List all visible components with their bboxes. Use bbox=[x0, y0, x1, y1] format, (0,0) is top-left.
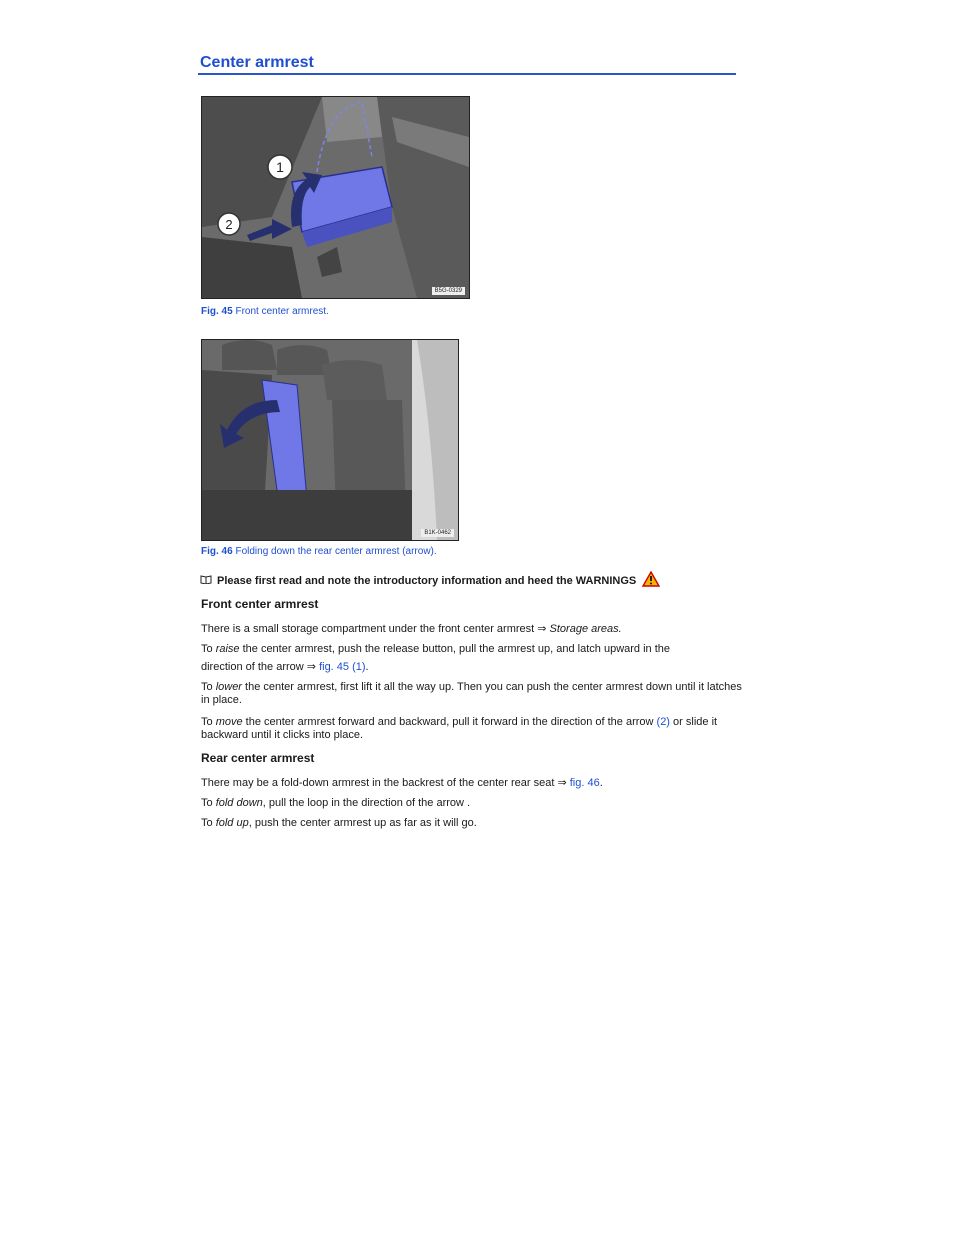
storage-areas-link[interactable]: Storage areas. bbox=[549, 623, 622, 635]
front-p4: To move the center armrest forward and backward, pull it forward in the direction of the arrow (2) or slide it backward until it clicks into place. bbox=[201, 716, 718, 741]
section-title: Center armrest bbox=[200, 54, 314, 71]
rear-p2: To fold down, pull the loop in the direction of the arrow . bbox=[201, 797, 471, 809]
rear-armrest-heading: Rear center armrest bbox=[201, 751, 315, 765]
intro-note bbox=[200, 571, 660, 590]
intro-text: Please first read and note the introductory information and heed the WARNINGS bbox=[217, 574, 637, 587]
figure-46-caption bbox=[201, 546, 437, 557]
figure-45-caption bbox=[201, 306, 329, 317]
callout-2: 2 bbox=[225, 217, 233, 232]
front-p2: To raise the center armrest, push the release button, pull the armrest up, and latch upward in the bbox=[201, 643, 671, 655]
figure-46-image bbox=[201, 339, 459, 541]
figure-45-label: Fig. 45 bbox=[201, 306, 233, 317]
callout-2-link[interactable]: (2) bbox=[656, 716, 670, 728]
rear-p3: To fold up, push the center armrest up as far as it will go. bbox=[201, 817, 477, 829]
front-p3: To lower the center armrest, first lift it all the way up. Then you can push the center armrest down until it latches in place. bbox=[201, 681, 742, 706]
warning-triangle-icon bbox=[642, 571, 660, 590]
fig-45-link[interactable]: fig. 45 (1) bbox=[319, 661, 366, 673]
figure-45-caption-text: Front center armrest. bbox=[235, 306, 329, 317]
book-icon bbox=[200, 574, 212, 587]
figure-46-caption-text: Folding down the rear center armrest (arrow). bbox=[235, 546, 437, 557]
title-underline bbox=[198, 73, 736, 75]
fig-46-link[interactable]: fig. 46 bbox=[569, 777, 600, 789]
rear-p1: There may be a fold-down armrest in the backrest of the center rear seat ⇒ fig. 46. bbox=[201, 777, 603, 789]
figure-46-code: B1K-0462 bbox=[421, 529, 454, 537]
figure-45-code: B5G-0329 bbox=[432, 287, 465, 295]
front-armrest-heading: Front center armrest bbox=[201, 597, 319, 611]
callout-1: 1 bbox=[276, 159, 284, 175]
figure-45-image bbox=[201, 96, 470, 299]
front-p1: There is a small storage compartment under the front center armrest ⇒ Storage areas. bbox=[201, 623, 622, 635]
front-p2b: direction of the arrow ⇒ fig. 45 (1). bbox=[201, 661, 369, 673]
figure-46-label: Fig. 46 bbox=[201, 546, 233, 557]
